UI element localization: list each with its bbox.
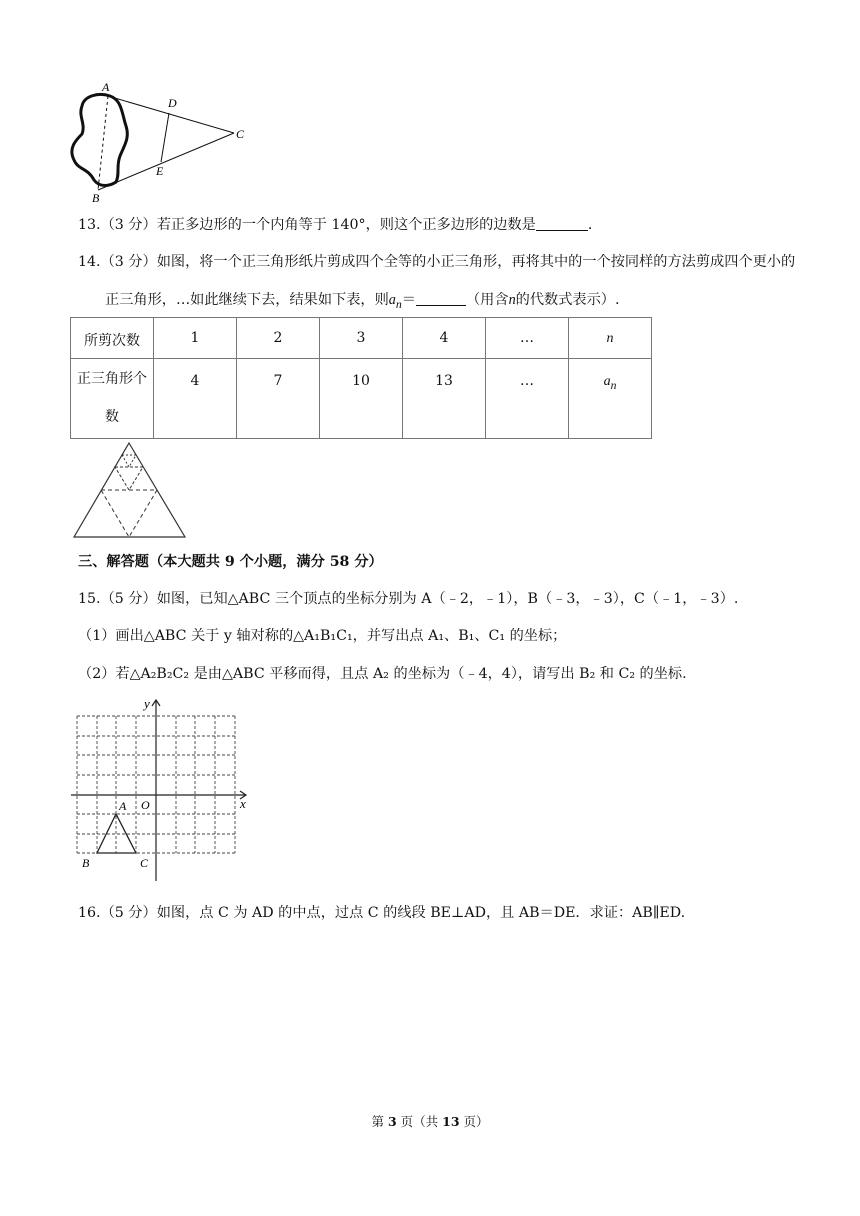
label-c: C [140, 856, 149, 870]
q14-a-sub: n [395, 296, 402, 311]
q14-line2-post: （用含 [465, 292, 509, 308]
label-b: B [82, 856, 90, 870]
triangle-cut-figure [70, 440, 190, 540]
table-cell: 13 [403, 359, 486, 439]
q14-line1: 如图，将一个正三角形纸片剪成四个全等的小正三角形，再将其中的一个按同样的方法剪成四个更小的 [156, 254, 796, 270]
q14-a-var: a [388, 292, 396, 308]
table-cell-n: n [606, 331, 614, 346]
q14-number: 14. [78, 254, 101, 270]
footer-pre: 第 [371, 1114, 384, 1129]
line-ab [98, 96, 108, 190]
q14-score: （3 分） [100, 254, 157, 270]
q13-text: 若正多边形的一个内角等于 140°，则这个正多边形的边数是 [156, 217, 536, 233]
question-16 [78, 903, 685, 923]
q16-text: 如图，点 C 为 AD 的中点，过点 C 的线段 BE⊥AD，且 AB＝DE．求证：AB∥ED. [156, 905, 686, 921]
q15-part1: （1）画出△ABC 关于 y 轴对称的△A₁B₁C₁，并写出点 A₁、B₁、C₁ 的坐标； [78, 628, 567, 644]
table-cell [569, 359, 652, 439]
q14-line2-end: 的代数式表示）. [515, 292, 620, 308]
pond-outline [72, 94, 127, 185]
line-de [161, 113, 169, 162]
footer-total-pages: 13 [442, 1114, 460, 1129]
q13-end: . [587, 217, 593, 233]
q14-table [70, 317, 652, 439]
label-a: A [119, 799, 127, 813]
q16-number: 16. [78, 905, 101, 921]
q14-answer-blank[interactable] [416, 291, 466, 306]
label-y: y [144, 696, 150, 711]
table-cell: 1 [154, 318, 237, 359]
level1-inner-triangle [101, 490, 157, 537]
table-cell: 2 [237, 318, 320, 359]
q13-score: （3 分） [100, 217, 157, 233]
coordinate-grid [68, 694, 258, 884]
table-row [71, 318, 652, 359]
table-cell [569, 318, 652, 359]
label-x: x [240, 796, 246, 811]
q13-number: 13. [78, 217, 101, 233]
q13-answer-blank[interactable] [536, 216, 588, 231]
question-13 [78, 215, 592, 235]
table-row [71, 359, 652, 439]
label-o: O [141, 798, 150, 812]
label-e: E [156, 164, 164, 178]
table-cell: 4 [154, 359, 237, 439]
triangle-abc [97, 814, 136, 853]
q14-n-var: n [508, 292, 516, 308]
footer-post: 页） [463, 1114, 489, 1129]
table-header-line-2: 数 [105, 409, 119, 425]
question-14-line2 [105, 290, 619, 314]
table-cell: 4 [403, 318, 486, 359]
footer-page-number: 3 [387, 1114, 397, 1129]
q15-number: 15. [78, 591, 101, 607]
q14-eq: ＝ [401, 292, 416, 308]
q14-line2-pre: 正三角形，…如此继续下去，结果如下表，则 [105, 292, 389, 308]
q15-text: 如图，已知△ABC 三个顶点的坐标分别为 A（﹣2，﹣1），B（﹣3，﹣3），C（﹣1，﹣3）. [156, 591, 739, 607]
label-c: C [236, 127, 245, 141]
section-3-title: 三、解答题（本大题共 9 个小题，满分 58 分） [78, 554, 383, 570]
table-header-cell [71, 359, 154, 439]
level3-inner-triangle [122, 455, 136, 467]
q15-score: （5 分） [100, 591, 157, 607]
table-cell: … [486, 359, 569, 439]
table-header-line-1: 正三角形个 [77, 371, 147, 387]
table-cell: 7 [237, 359, 320, 439]
level2-inner-triangle [115, 467, 143, 490]
page-footer [0, 1112, 860, 1130]
question-14-line1 [78, 252, 795, 272]
table-header-cell: 所剪次数 [71, 318, 154, 359]
table-cell-a: a [603, 374, 611, 389]
q16-score: （5 分） [100, 905, 157, 921]
table-cell: … [486, 318, 569, 359]
label-d: D [168, 96, 177, 110]
pond-triangle-figure [60, 78, 260, 206]
table-cell: 3 [320, 318, 403, 359]
footer-mid: 页（共 [400, 1114, 439, 1129]
q15-part2: （2）若△A₂B₂C₂ 是由△ABC 平移而得，且点 A₂ 的坐标为（﹣4，4），请写出 B₂ 和 C₂ 的坐标. [78, 666, 687, 682]
question-15 [78, 589, 738, 609]
label-a: A [102, 80, 110, 94]
table-cell-a-sub: n [610, 378, 617, 392]
label-b: B [92, 191, 100, 205]
table-cell: 10 [320, 359, 403, 439]
